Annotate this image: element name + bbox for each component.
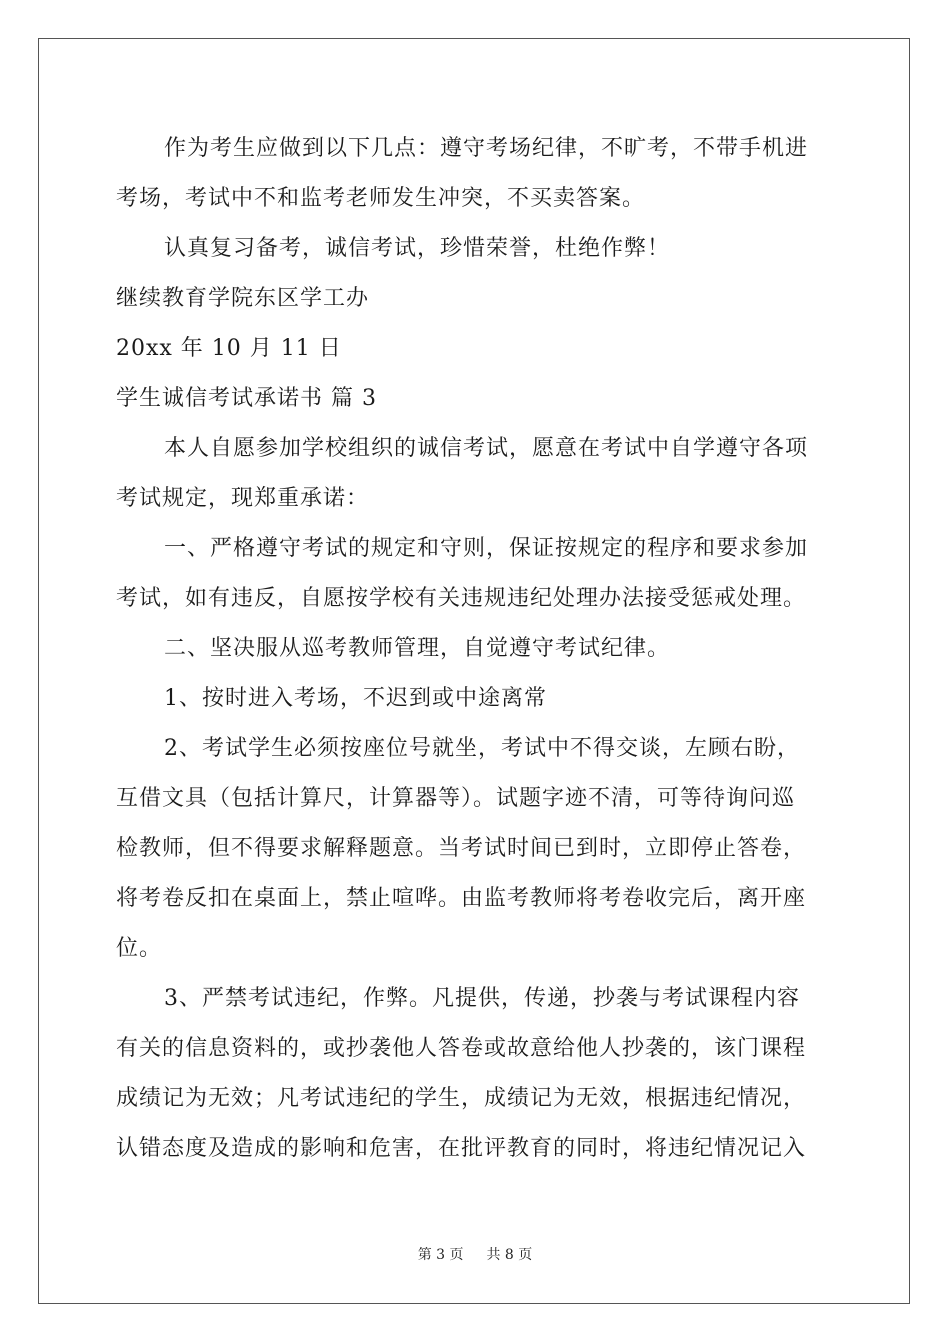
page-number-current: 第 3 页 (417, 1247, 464, 1263)
paragraph-line: 2、考试学生必须按座位号就坐，考试中不得交谈，左顾右盼， (164, 736, 800, 761)
paragraph-line: 将考卷反扣在桌面上，禁止喧哗。由监考教师将考卷收完后，离开座 (116, 886, 807, 911)
paragraph-line: 互借文具（包括计算尺，计算器等）。试题字迹不清，可等待询问巡 (116, 786, 796, 811)
paragraph-line: 认错态度及造成的影响和危害，在批评教育的同时，将违纪情况记入 (116, 1136, 807, 1161)
paragraph-line: 3、严禁考试违纪，作弊。凡提供，传递，抄袭与考试课程内容 (164, 986, 800, 1011)
section-title: 学生诚信考试承诺书 篇 3 (116, 386, 377, 411)
page-border (38, 38, 910, 1304)
paragraph-line: 位。 (116, 936, 163, 961)
page-number-total: 共 8 页 (486, 1247, 533, 1263)
paragraph-line: 有关的信息资料的，或抄袭他人答卷或故意给他人抄袭的，该门课程 (116, 1036, 807, 1061)
paragraph-line: 作为考生应做到以下几点：遵守考场纪律，不旷考，不带手机进 (164, 136, 809, 161)
paragraph-line: 1、按时进入考场，不迟到或中途离常 (164, 686, 547, 711)
paragraph-line: 本人自愿参加学校组织的诚信考试，愿意在考试中自学遵守各项 (164, 436, 809, 461)
paragraph-line: 认真复习备考，诚信考试，珍惜荣誉，杜绝作弊！ (164, 236, 671, 261)
paragraph-line: 二、坚决服从巡考教师管理，自觉遵守考试纪律。 (164, 636, 671, 661)
paragraph-line: 一、严格遵守考试的规定和守则，保证按规定的程序和要求参加 (164, 536, 809, 561)
signature-organization: 继续教育学院东区学工办 (116, 286, 370, 311)
paragraph-line: 考试，如有违反，自愿按学校有关违规违纪处理办法接受惩戒处理。 (116, 586, 807, 611)
paragraph-line: 考场，考试中不和监考老师发生冲突，不买卖答案。 (116, 186, 646, 211)
page-footer (0, 1246, 950, 1264)
signature-date: 20xx 年 10 月 11 日 (116, 336, 342, 361)
paragraph-line: 成绩记为无效；凡考试违纪的学生，成绩记为无效，根据违纪情况， (116, 1086, 807, 1111)
paragraph-line: 检教师，但不得要求解释题意。当考试时间已到时，立即停止答卷， (116, 836, 807, 861)
paragraph-line: 考试规定，现郑重承诺： (116, 486, 370, 511)
